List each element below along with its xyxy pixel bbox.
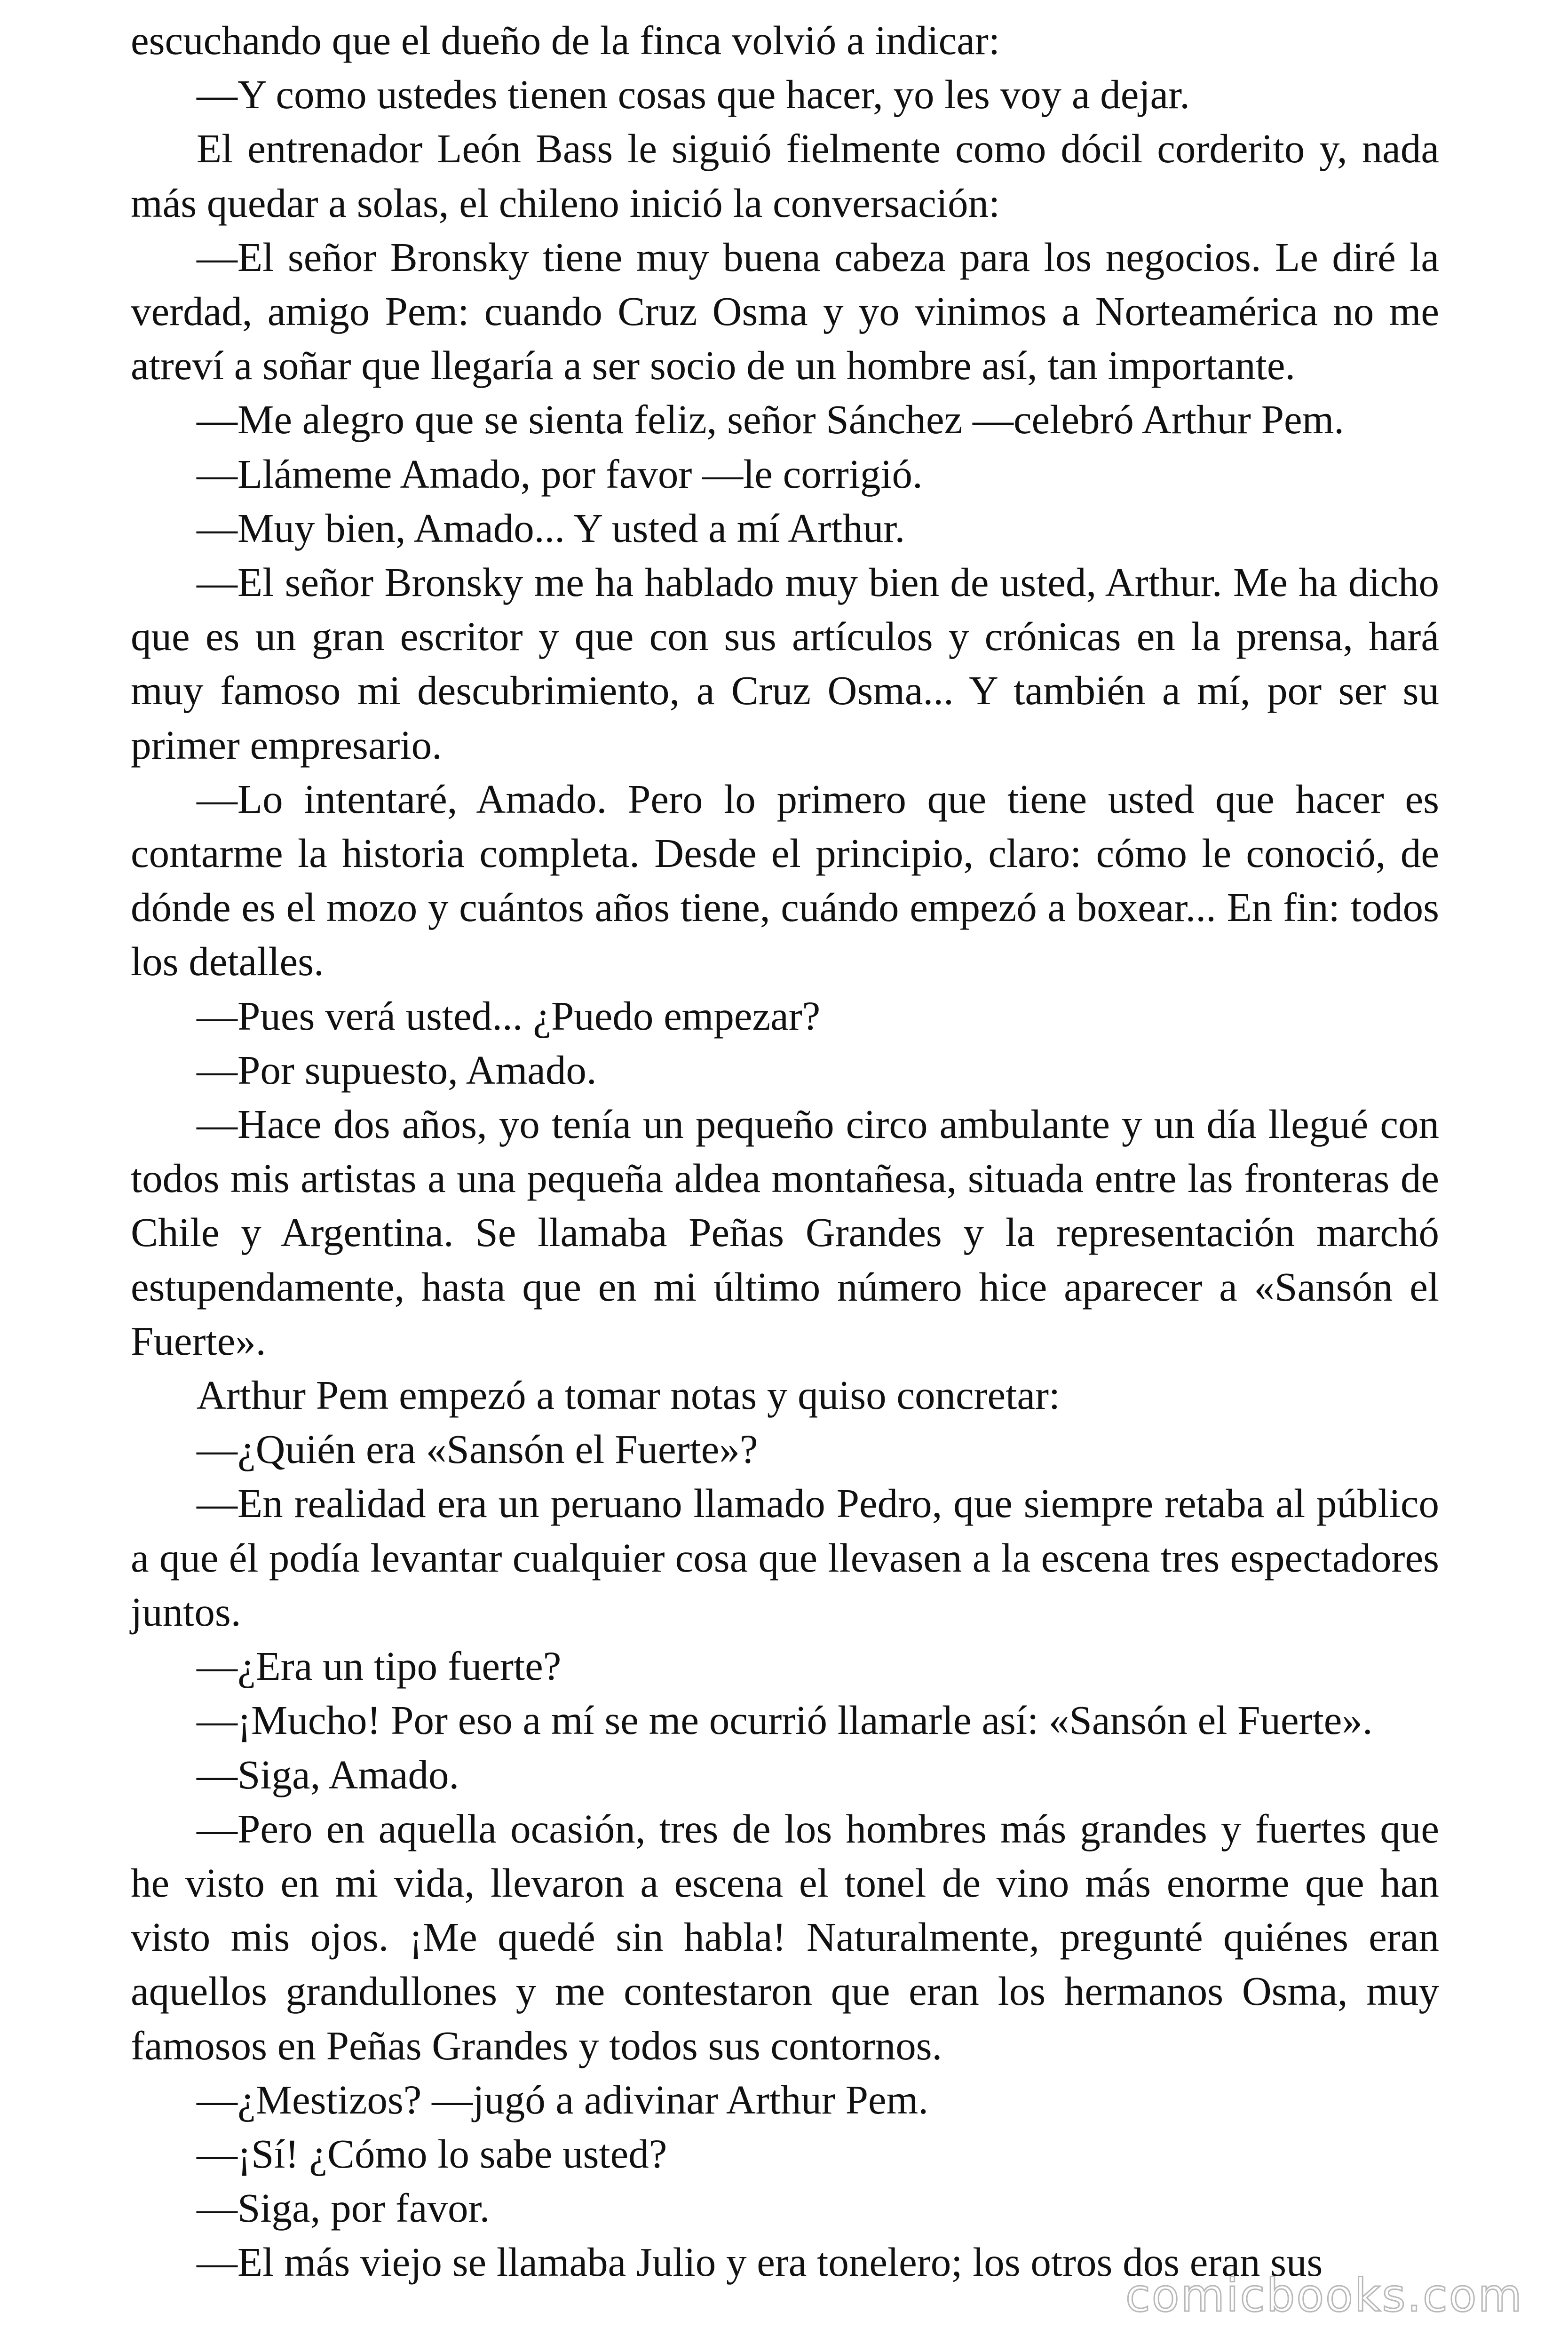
- paragraph: escuchando que el dueño de la finca volvió a indicar:: [131, 17, 1000, 63]
- paragraph: —Pues verá usted... ¿Puedo empezar?: [197, 993, 821, 1039]
- paragraph: —¿Era un tipo fuerte?: [197, 1643, 562, 1689]
- body-text: [131, 13, 1439, 2289]
- paragraph: —Siga, por favor.: [197, 2185, 490, 2231]
- paragraph: —Muy bien, Amado... Y usted a mí Arthur.: [197, 505, 905, 551]
- paragraph: —Hace dos años, yo tenía un pequeño circo ambulante y un día llegué con todos mis artistas a una pequeña aldea montañesa, situada entre las fronteras de Chile y Argentina. Se llamaba Peñas Grandes y la representación marchó estupendamente, hasta que en mi último número hice aparecer a «Sansón el Fuerte».: [131, 1101, 1439, 1364]
- paragraph: —En realidad era un peruano llamado Pedro, que siempre retaba al público a que él podía levantar cualquier cosa que llevasen a la escena tres espectadores juntos.: [131, 1480, 1439, 1635]
- paragraph: —¡Sí! ¿Cómo lo sabe usted?: [197, 2130, 667, 2177]
- paragraph: —Por supuesto, Amado.: [197, 1047, 597, 1093]
- paragraph: —Me alegro que se sienta feliz, señor Sánchez —celebró Arthur Pem.: [197, 397, 1344, 443]
- watermark: comicbooks.com: [1125, 2269, 1523, 2322]
- paragraph: Arthur Pem empezó a tomar notas y quiso concretar:: [197, 1372, 1061, 1418]
- paragraph: El entrenador León Bass le siguió fielmente como dócil corderito y, nada más quedar a solas, el chileno inició la conversación:: [131, 126, 1439, 226]
- paragraph: —El señor Bronsky me ha hablado muy bien de usted, Arthur. Me ha dicho que es un gran escritor y que con sus artículos y crónicas en la prensa, hará muy famoso mi descubrimiento, a Cruz Osma... Y también a mí, por ser su primer empresario.: [131, 559, 1439, 768]
- paragraph: —Llámeme Amado, por favor —le corrigió.: [197, 451, 923, 497]
- paragraph: —¿Quién era «Sansón el Fuerte»?: [197, 1426, 758, 1472]
- paragraph: —El señor Bronsky tiene muy buena cabeza para los negocios. Le diré la verdad, amigo Pem: cuando Cruz Osma y yo vinimos a Norteamérica no me atreví a soñar que llegaría a ser socio de un hombre así, tan importante.: [131, 234, 1439, 389]
- paragraph: —Y como ustedes tienen cosas que hacer, yo les voy a dejar.: [197, 72, 1190, 118]
- paragraph: —¡Mucho! Por eso a mí se me ocurrió llamarle así: «Sansón el Fuerte».: [197, 1697, 1373, 1743]
- paragraph: —Siga, Amado.: [197, 1751, 459, 1797]
- paragraph: —Pero en aquella ocasión, tres de los hombres más grandes y fuertes que he visto en mi vida, llevaron a escena el tonel de vino más enorme que han visto mis ojos. ¡Me quedé sin habla! Naturalmente, pregunté quiénes eran aquellos grandullones y me contestaron que eran los hermanos Osma, muy famosos en Peñas Grandes y todos sus contornos.: [131, 1805, 1439, 2068]
- paragraph: —¿Mestizos? —jugó a adivinar Arthur Pem.: [197, 2076, 929, 2122]
- paragraph: —Lo intentaré, Amado. Pero lo primero que tiene usted que hacer es contarme la historia completa. Desde el principio, claro: cómo le conoció, de dónde es el mozo y cuántos años tiene, cuándo empezó a boxear... En fin: todos los detalles.: [131, 776, 1439, 985]
- paragraph: —El más viejo se llamaba Julio y era tonelero; los otros dos eran sus: [197, 2239, 1323, 2285]
